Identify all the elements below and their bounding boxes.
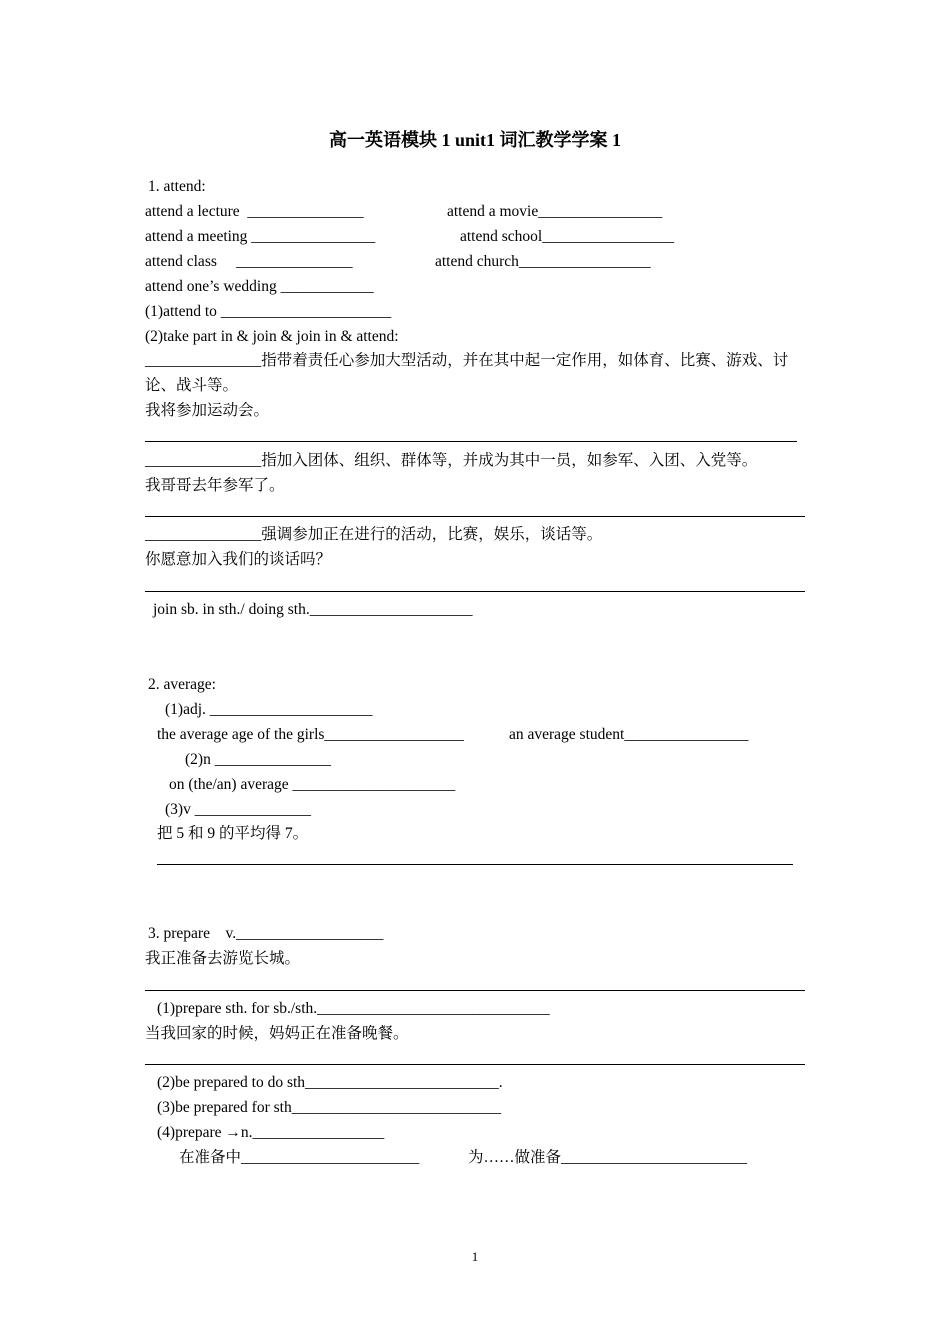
section-1-heading: 1. attend:	[148, 178, 206, 195]
example-1: 我将参加运动会。	[145, 402, 270, 419]
average-adj-line: (1)adj. _____________________	[165, 701, 373, 718]
answer-line	[145, 441, 797, 442]
be-prepared-for-line: (3)be prepared for sth___________________________	[157, 1099, 501, 1116]
attend-meeting-line: attend a meeting ________________	[145, 228, 376, 245]
prepare-for-cn-line: 为……做准备________________________	[468, 1149, 748, 1166]
join-sb-line: join sb. in sth./ doing sth._____________________	[153, 601, 473, 618]
definition-2: _______________指加入团体、组织、群体等，并成为其中一员，如参军、入团、入党等。	[145, 452, 758, 469]
average-age-line: the average age of the girls__________________	[157, 726, 464, 743]
be-prepared-to-line: (2)be prepared to do sth_________________________.	[157, 1074, 503, 1091]
attend-school-line: attend school_________________	[460, 228, 674, 245]
definition-3: _______________强调参加正在进行的活动，比赛，娱乐，谈话等。	[145, 526, 603, 543]
attend-church-line: attend church_________________	[435, 253, 651, 270]
attend-movie-line: attend a movie________________	[447, 203, 663, 220]
attend-class-line: attend class _______________	[145, 253, 353, 270]
attend-to-line: (1)attend to ______________________	[145, 303, 392, 320]
answer-line	[157, 864, 793, 865]
average-noun-line: (2)n _______________	[185, 751, 331, 768]
section-3-heading: 3. prepare v.___________________	[148, 925, 384, 942]
average-example: 把 5 和 9 的平均得 7。	[157, 825, 309, 842]
attend-lecture-line: attend a lecture _______________	[145, 203, 364, 220]
page-title: 高一英语模块 1 unit1 词汇教学学案 1	[328, 130, 621, 150]
answer-line	[145, 1064, 805, 1065]
prepare-for-line: (1)prepare sth. for sb./sth.______________________________	[157, 1000, 550, 1017]
prepare-example-1: 我正准备去游览长城。	[145, 950, 301, 967]
prepare-example-2: 当我回家的时候，妈妈正在准备晚餐。	[145, 1025, 409, 1042]
answer-line	[145, 591, 805, 592]
answer-line	[145, 516, 805, 517]
example-3: 你愿意加入我们的谈话吗？	[145, 551, 332, 568]
answer-line	[145, 990, 805, 991]
definition-1-cont: 论、战斗等。	[145, 377, 239, 394]
attend-wedding-line: attend one’s wedding ____________	[145, 278, 374, 295]
in-preparation-line: 在准备中_______________________	[179, 1149, 420, 1166]
average-verb-line: (3)v _______________	[165, 801, 311, 818]
average-student-line: an average student________________	[509, 726, 749, 743]
example-2: 我哥哥去年参军了。	[145, 477, 285, 494]
on-average-line: on (the/an) average _____________________	[169, 776, 456, 793]
definition-1: _______________指带着责任心参加大型活动，并在其中起一定作用，如体育、比赛、游戏、讨	[145, 352, 789, 369]
page-number: 1	[471, 1249, 479, 1264]
prepare-noun-line: (4)prepare →n._________________	[157, 1124, 385, 1141]
section-2-heading: 2. average:	[148, 676, 216, 693]
take-part-heading: (2)take part in & join & join in & attend:	[145, 328, 399, 345]
